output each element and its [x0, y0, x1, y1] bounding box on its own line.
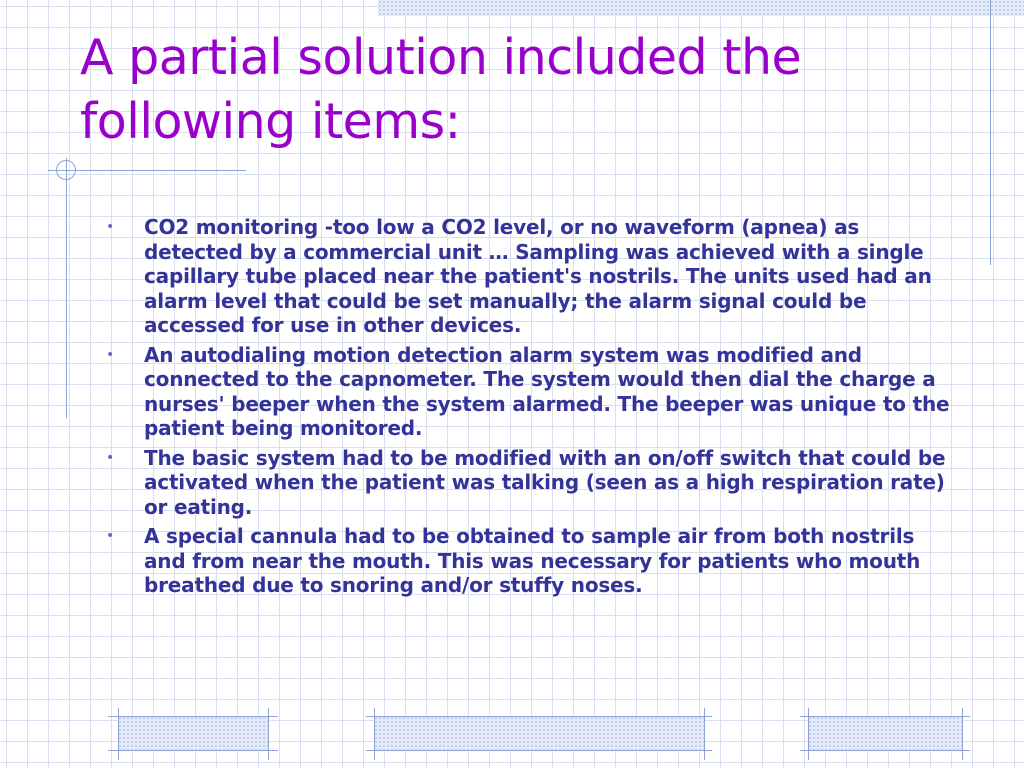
- bullet-dot-icon: •: [106, 219, 115, 235]
- bottom-rule-right-top: [800, 716, 970, 717]
- bullet-dot-icon: •: [106, 528, 115, 544]
- bottom-rule-center-l: [374, 708, 375, 760]
- left-vertical-rule: [66, 158, 67, 418]
- bottom-rule-left-bottom: [108, 750, 278, 751]
- bottom-rule-right-r: [962, 708, 963, 760]
- top-right-band: [378, 0, 1024, 16]
- bottom-rule-left-r: [268, 708, 269, 760]
- bullet-dot-icon: •: [106, 449, 115, 466]
- bottom-box-left: [118, 716, 268, 750]
- bullet-dot-icon: •: [106, 346, 115, 363]
- bullet-item: [104, 524, 954, 598]
- crosshair-circle-icon: [56, 160, 76, 180]
- bottom-rule-right-l: [808, 708, 809, 760]
- bottom-rule-center-top: [366, 716, 712, 717]
- bottom-rule-center-r: [704, 708, 705, 760]
- bottom-rule-left-top: [108, 716, 278, 717]
- bullet-item: [104, 215, 954, 338]
- bottom-rule-right-bottom: [800, 750, 970, 751]
- bottom-box-center: [374, 716, 704, 750]
- bullet-text: CO2 monitoring -too low a CO2 level, or no waveform (apnea) as detected by a commercial unit … Sampling was achieved with a single capillary tube placed near the patient's nostrils. The units used had an alarm level that could be set manually; the alarm signal could be accessed for use in other devices.: [144, 215, 932, 337]
- bullet-list: [104, 215, 954, 603]
- bottom-rule-center-bottom: [366, 750, 712, 751]
- bullet-item: [104, 343, 954, 441]
- bottom-box-right: [808, 716, 962, 750]
- title-underline: [48, 170, 246, 171]
- bullet-item: [104, 446, 954, 520]
- slide-title: A partial solution included the following items:: [80, 29, 802, 150]
- bullet-text: The basic system had to be modified with an on/off switch that could be activated when the patient was talking (seen as a high respiration rate) or eating.: [144, 445, 946, 519]
- right-vertical-rule: [990, 0, 991, 265]
- bottom-rule-left-l: [118, 708, 119, 760]
- bullet-text: An autodialing motion detection alarm system was modified and connected to the capnometer. The system would then dial the charge a nurses' beeper when the system alarmed. The beeper was unique to the patient being monitored.: [144, 342, 950, 440]
- bullet-text: A special cannula had to be obtained to sample air from both nostrils and from near the mouth. This was necessary for patients who mouth breathed due to snoring and/or stuffy noses.: [144, 524, 921, 597]
